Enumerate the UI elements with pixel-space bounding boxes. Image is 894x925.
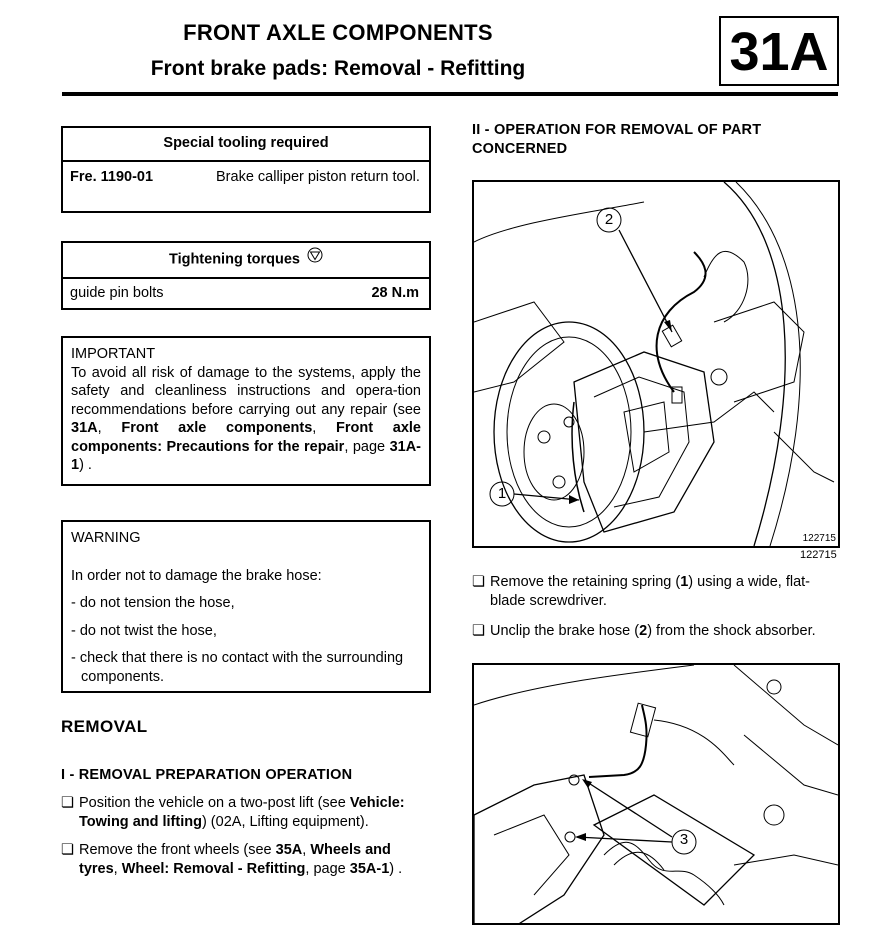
warning-item: - check that there is no contact with the surrounding components. [71, 650, 404, 685]
torques-header-label: Tightening torques [168, 251, 300, 268]
brake-caliper-illustration [474, 182, 838, 546]
removal-step-1: ❏ Position the vehicle on a two-post lift (see Vehicle: Towing and lifting) (02A, Lifting equipment). [61, 795, 405, 830]
figure-ref-outer: 122715 [800, 549, 837, 561]
header-rule [62, 92, 838, 96]
figure-ref-inner: 122715 [802, 533, 836, 544]
torques-header [63, 243, 429, 279]
torques-table [61, 241, 431, 310]
warning-title: WARNING [71, 530, 141, 546]
tooling-description: Brake calliper piston return tool. [216, 169, 420, 185]
removal-step-2: ❏ Remove the front wheels (see 35A, Wheels and tyres, Wheel: Removal - Refitting, page 35A-1) . [61, 842, 403, 877]
tooling-header: Special tooling required [63, 128, 429, 162]
warning-item: - do not tension the hose, [71, 595, 235, 611]
warning-intro: In order not to damage the brake hose: [71, 567, 322, 584]
torque-symbol-icon [307, 243, 323, 276]
checkbox-icon: ❏ [472, 574, 485, 590]
checkbox-icon: ❏ [61, 795, 74, 811]
step-remove-spring: ❏ Remove the retaining spring (1) using a wide, flat-blade screwdriver. [472, 574, 810, 609]
page-title: FRONT AXLE COMPONENTS [183, 20, 493, 45]
removal-heading: REMOVAL [61, 717, 148, 736]
figure-brake-caliper [472, 180, 840, 548]
section1-heading: I - REMOVAL PREPARATION OPERATION [61, 767, 353, 783]
torque-item: guide pin bolts [70, 285, 164, 301]
callout-3: 3 [679, 831, 689, 848]
section2-heading: II - OPERATION FOR REMOVAL OF PART CONCERNED [472, 122, 762, 157]
checkbox-icon: ❏ [472, 623, 485, 639]
warning-box [61, 520, 431, 693]
callout-1: 1 [497, 485, 507, 502]
important-text: To avoid all risk of damage to the systems, apply the safety and cleanliness instructions and opera-tion recommendations before carrying out any repair (see 31A, Front axle components, Front axle components: Precautions for the repair, page 31A-1) . [71, 364, 422, 473]
page-subtitle: Front brake pads: Removal - Refitting [150, 57, 526, 80]
tooling-table [61, 126, 431, 213]
figure-caliper-bolts [472, 663, 840, 925]
torque-value: 28 N.m [371, 285, 419, 301]
caliper-bolts-illustration [474, 665, 838, 925]
important-title: IMPORTANT [71, 346, 156, 362]
warning-item: - do not twist the hose, [71, 622, 217, 639]
callout-2: 2 [604, 211, 614, 228]
tooling-code: Fre. 1190-01 [70, 169, 154, 185]
step-unclip-hose: ❏ Unclip the brake hose (2) from the shock absorber. [472, 623, 816, 639]
section-badge: 31A [719, 16, 839, 86]
important-box [61, 336, 431, 486]
checkbox-icon: ❏ [61, 842, 74, 858]
